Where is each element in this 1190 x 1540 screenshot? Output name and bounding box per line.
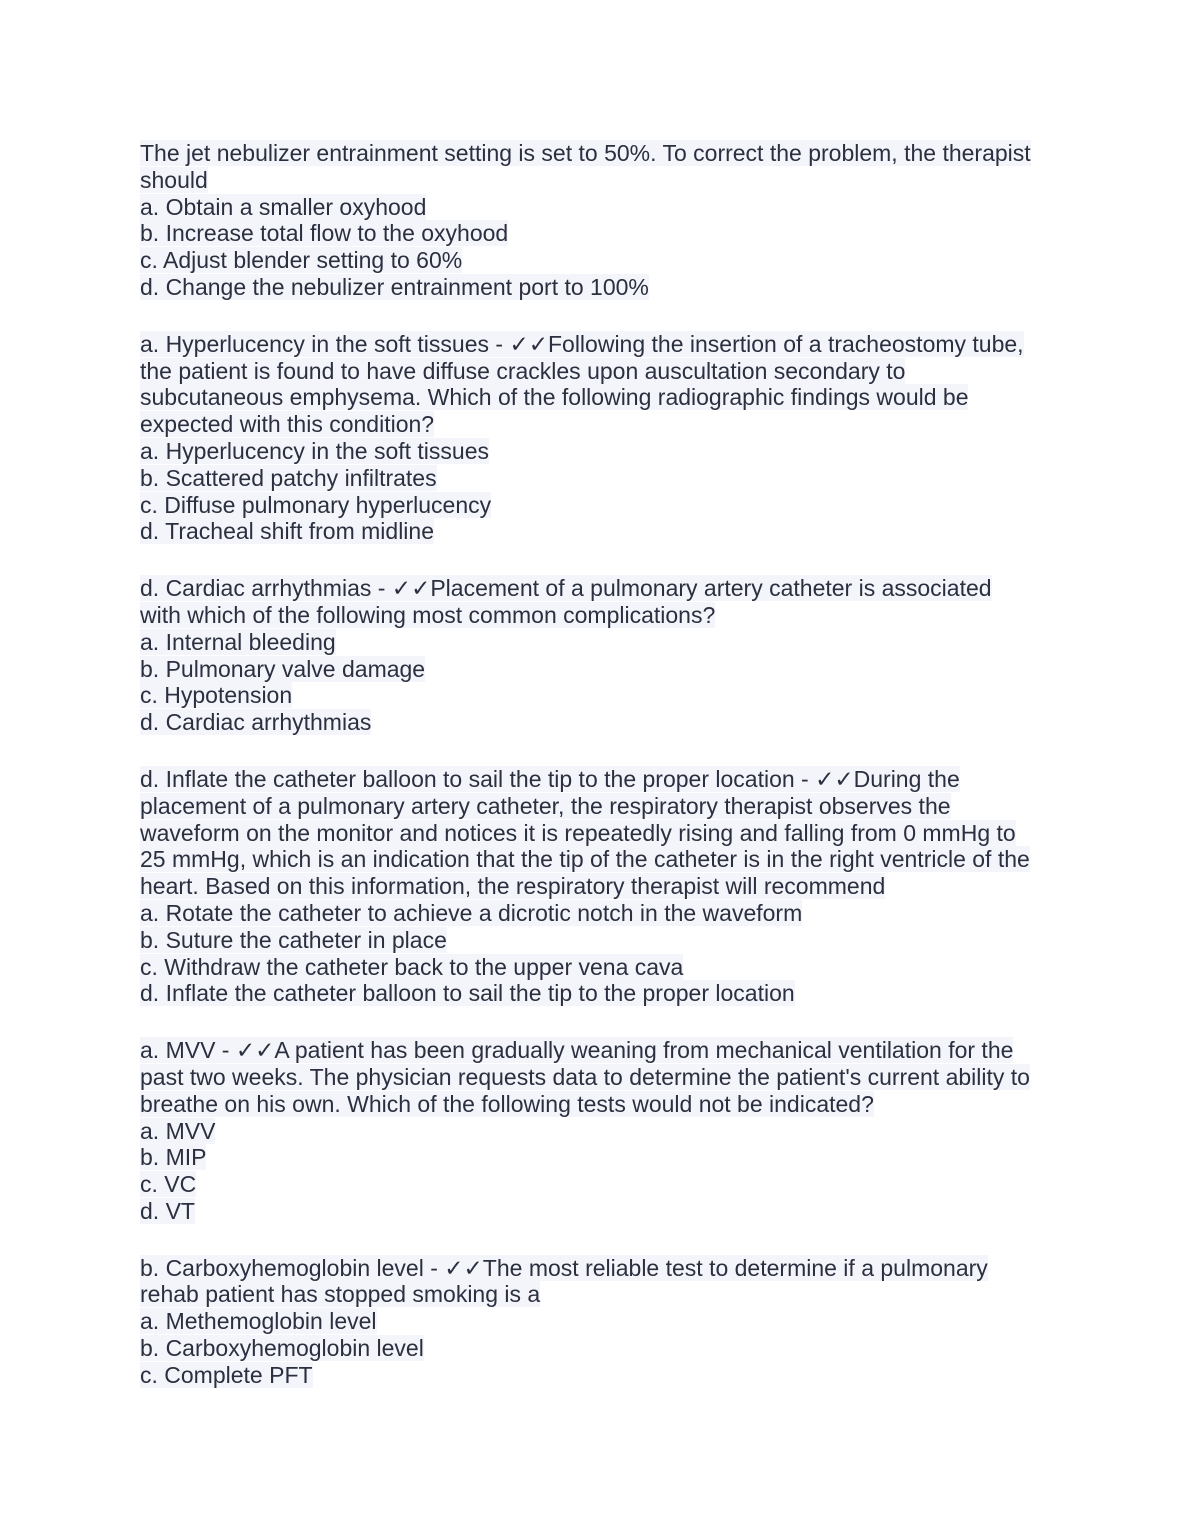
text-line: placement of a pulmonary artery catheter, the respiratory therapist observes the (140, 792, 951, 819)
answer-option: c. Withdraw the catheter back to the upper vena cava (140, 953, 684, 980)
answer-option: c. VC (140, 1171, 197, 1198)
answer-option: d. Inflate the catheter balloon to sail the tip to the proper location (140, 980, 795, 1007)
answer-option: d. VT (140, 1197, 195, 1224)
answer-option: c. Complete PFT (140, 1361, 313, 1388)
text-line: subcutaneous emphysema. Which of the following radiographic findings would be (140, 384, 969, 411)
text-line: past two weeks. The physician requests data to determine the patient's current ability to (140, 1063, 1030, 1090)
answer-option: d. Cardiac arrhythmias (140, 709, 372, 736)
answer-option: a. Obtain a smaller oxyhood (140, 193, 427, 220)
text-line: a. Hyperlucency in the soft tissues - ✓✓Following the insertion of a tracheostomy tube, (140, 330, 1024, 357)
question-block-2 (140, 331, 1055, 545)
answer-option: c. Adjust blender setting to 60% (140, 247, 463, 274)
answer-option: a. MVV (140, 1117, 216, 1144)
text-line: breathe on his own. Which of the following tests would not be indicated? (140, 1090, 874, 1117)
text-line: with which of the following most common complications? (140, 601, 716, 628)
text-line: The jet nebulizer entrainment setting is set to 50%. To correct the problem, the therapist (140, 140, 1031, 166)
answer-option: b. Pulmonary valve damage (140, 655, 426, 682)
answer-option: d. Change the nebulizer entrainment port to 100% (140, 273, 649, 300)
answer-option: d. Tracheal shift from midline (140, 518, 435, 545)
text-line: expected with this condition? (140, 411, 435, 438)
text-line: d. Inflate the catheter balloon to sail the tip to the proper location - ✓✓During the (140, 765, 960, 792)
answer-option: a. Internal bleeding (140, 628, 336, 655)
answer-option: b. Scattered patchy infiltrates (140, 464, 437, 491)
text-line: a. MVV - ✓✓A patient has been gradually weaning from mechanical ventilation for the (140, 1037, 1014, 1064)
text-line: the patient is found to have diffuse crackles upon auscultation secondary to (140, 357, 906, 384)
question-block-6 (140, 1255, 1055, 1389)
text-line: waveform on the monitor and notices it is repeatedly rising and falling from 0 mmHg to (140, 819, 1016, 846)
question-block-1 (140, 140, 1055, 301)
question-block-5 (140, 1037, 1055, 1225)
text-line: should (140, 166, 208, 193)
question-block-3 (140, 575, 1055, 736)
text-line: rehab patient has stopped smoking is a (140, 1281, 541, 1308)
answer-option: b. Increase total flow to the oxyhood (140, 220, 509, 247)
document-page (140, 140, 1055, 1419)
answer-option: b. Carboxyhemoglobin level (140, 1335, 424, 1362)
answer-option: b. Suture the catheter in place (140, 926, 447, 953)
text-line: b. Carboxyhemoglobin level - ✓✓The most reliable test to determine if a pulmonary (140, 1254, 988, 1281)
text-line: d. Cardiac arrhythmias - ✓✓Placement of a pulmonary artery catheter is associated (140, 575, 992, 602)
answer-option: b. MIP (140, 1144, 207, 1171)
answer-option: c. Hypotension (140, 682, 293, 709)
question-block-4 (140, 766, 1055, 1007)
text-line: heart. Based on this information, the respiratory therapist will recommend (140, 873, 886, 900)
answer-option: a. Methemoglobin level (140, 1308, 377, 1335)
answer-option: c. Diffuse pulmonary hyperlucency (140, 491, 492, 518)
answer-option: a. Rotate the catheter to achieve a dicrotic notch in the waveform (140, 899, 803, 926)
answer-option: a. Hyperlucency in the soft tissues (140, 437, 489, 464)
text-line: 25 mmHg, which is an indication that the tip of the catheter is in the right ventricle of the (140, 846, 1030, 873)
